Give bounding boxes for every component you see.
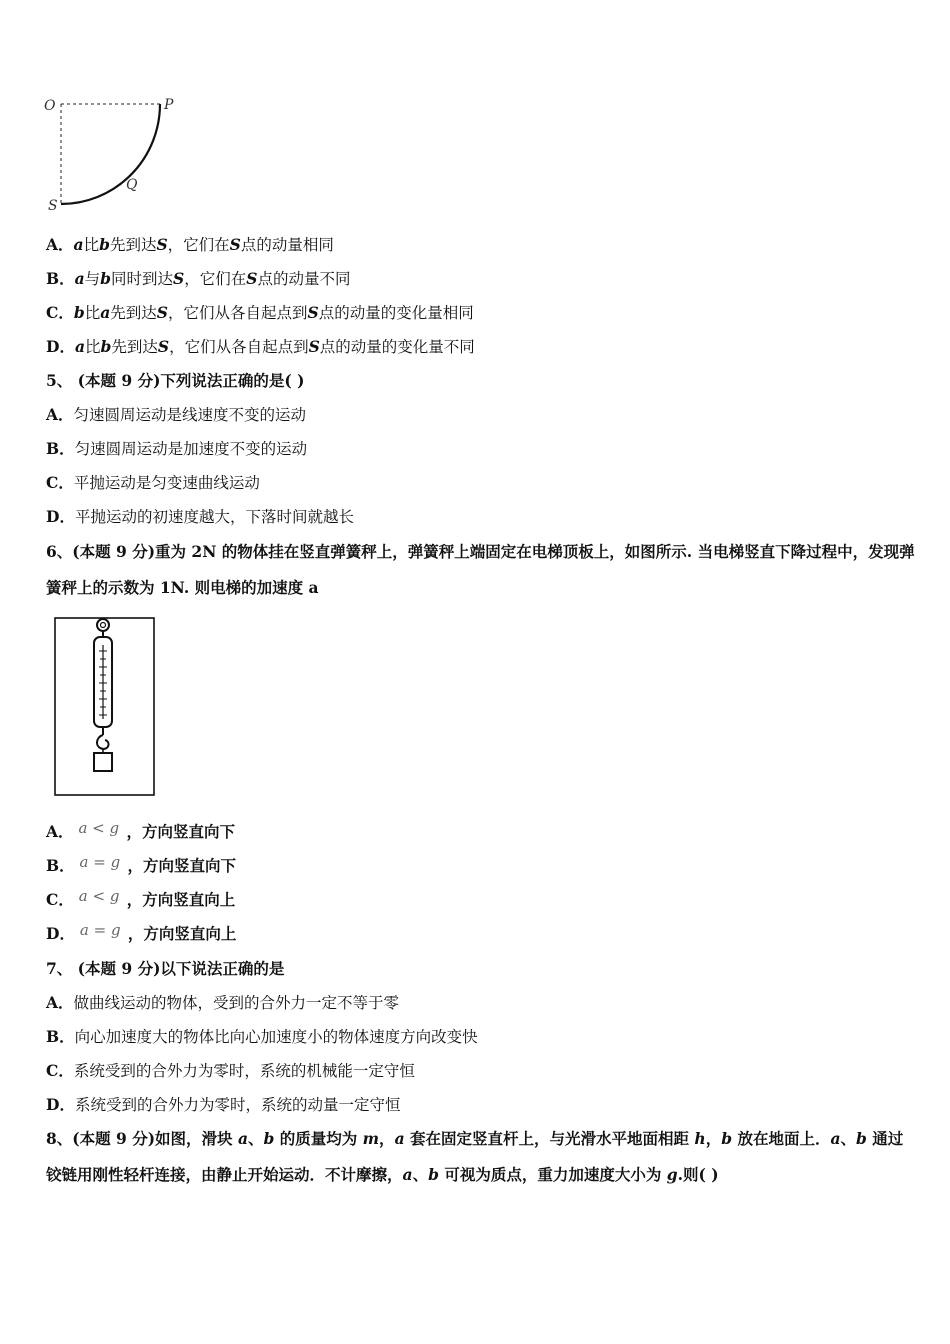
var: a xyxy=(394,1129,405,1148)
option-text: 系统受到的合外力为零时，系统的动量一定守恒 xyxy=(74,1096,401,1114)
var: m xyxy=(362,1129,380,1148)
option-label: A． xyxy=(46,993,74,1012)
var: b xyxy=(100,269,112,288)
option-label: A． xyxy=(46,405,74,424)
option-label: D． xyxy=(46,507,75,526)
q5-option-a xyxy=(46,405,306,425)
option-text: 平抛运动是匀变速曲线运动 xyxy=(73,474,260,492)
var: a xyxy=(74,269,85,288)
text: 、 xyxy=(247,1129,264,1148)
q8-stem xyxy=(46,1121,916,1193)
text: 8、(本题 9 分)如图，滑块 xyxy=(46,1129,238,1148)
math-expression: a < g xyxy=(78,887,120,905)
var: a xyxy=(73,235,84,254)
math-expression: a < g xyxy=(78,819,120,837)
option-label: D． xyxy=(46,337,75,356)
var: b xyxy=(721,1129,733,1148)
option-label: D． xyxy=(46,924,75,943)
top-ring-inner xyxy=(101,623,106,628)
text: 点的动量相同 xyxy=(240,236,334,254)
q7-option-d xyxy=(46,1095,400,1115)
label-s: S xyxy=(48,198,58,214)
var: a xyxy=(402,1165,413,1184)
top-ring xyxy=(97,619,109,631)
q6-option-d xyxy=(46,921,237,944)
var: S xyxy=(229,235,241,254)
var: b xyxy=(263,1129,275,1148)
text: 的质量均为 xyxy=(274,1129,363,1148)
q7-stem: 7、 (本题 9 分)以下说法正确的是 xyxy=(46,959,285,978)
text: 通过铰链用刚性轻杆连接，由静止开始运动．不计摩擦， xyxy=(46,1129,904,1184)
weight-block xyxy=(94,753,112,771)
text: 套在固定竖直杆上，与光滑水平地面相距 xyxy=(404,1129,695,1148)
var: S xyxy=(308,337,320,356)
text: ，它们从各自起点到 xyxy=(167,304,308,322)
option-label: B． xyxy=(46,856,75,875)
text: 先到达 xyxy=(110,304,157,322)
var: a xyxy=(237,1129,248,1148)
text: ，它们从各自起点到 xyxy=(169,338,309,356)
text: 放在地面上． xyxy=(732,1129,831,1148)
q6-stem: 6、(本题 9 分)重为 2N 的物体挂在竖直弹簧秤上，弹簧秤上端固定在电梯顶板上，如图所示. 当电梯竖直下降过程中，发现弹簧秤上的示数为 1N. 则电梯的加速度 a xyxy=(46,542,915,597)
text: ， xyxy=(705,1129,722,1148)
q5-stem: 5、 (本题 9 分)下列说法正确的是( ) xyxy=(46,371,305,390)
text: 可视为质点，重力加速度大小为 xyxy=(438,1165,667,1184)
option-label: B． xyxy=(46,269,75,288)
var: b xyxy=(100,337,112,356)
text: 点的动量不同 xyxy=(257,270,351,288)
var: S xyxy=(156,235,168,254)
label-q: Q xyxy=(126,177,138,193)
q6-option-b xyxy=(46,853,237,876)
var: b xyxy=(73,303,85,322)
q4-option-d xyxy=(46,337,475,357)
math-expression: a = g xyxy=(79,921,121,939)
option-text: ，方向竖直向上 xyxy=(126,890,236,909)
option-text: 系统受到的合外力为零时，系统的机械能一定守恒 xyxy=(73,1062,415,1080)
option-text: ，方向竖直向下 xyxy=(126,822,235,841)
option-label: B． xyxy=(46,439,75,458)
text: 点的动量的变化量不同 xyxy=(319,338,475,356)
option-text: ，方向竖直向上 xyxy=(127,924,237,943)
option-label: C． xyxy=(46,473,74,492)
var: S xyxy=(246,269,258,288)
var: g xyxy=(666,1165,678,1184)
var: S xyxy=(157,337,170,356)
var: S xyxy=(173,269,185,288)
option-text: 向心加速度大的物体比向心加速度小的物体速度方向改变快 xyxy=(74,1028,478,1046)
quarter-circle-figure xyxy=(40,92,190,222)
option-label: A． xyxy=(46,822,74,841)
text: 点的动量的变化量相同 xyxy=(318,304,474,322)
text: ，它们在 xyxy=(167,236,230,254)
q5-option-c xyxy=(46,473,260,493)
text: 、 xyxy=(840,1129,857,1148)
q7-option-a xyxy=(46,993,399,1013)
var: h xyxy=(694,1129,706,1148)
q7-option-b xyxy=(46,1027,478,1047)
q6-option-a xyxy=(46,819,235,842)
option-label: C． xyxy=(46,303,74,322)
spring-scale-figure xyxy=(52,615,158,799)
text: ， xyxy=(379,1129,395,1148)
text: 、 xyxy=(412,1165,429,1184)
q4-option-b xyxy=(46,269,350,289)
var: S xyxy=(307,303,319,322)
q5-option-d xyxy=(46,507,354,527)
option-label: A． xyxy=(46,235,74,254)
math-expression: a = g xyxy=(79,853,121,871)
text: 同时到达 xyxy=(111,270,174,288)
option-label: C． xyxy=(46,1061,74,1080)
q6-option-c xyxy=(46,887,236,910)
option-text: 平抛运动的初速度越大，下落时间就越长 xyxy=(74,508,354,526)
label-p: P xyxy=(164,97,174,113)
option-label: C． xyxy=(46,890,74,909)
var: S xyxy=(156,303,168,322)
text: 先到达 xyxy=(111,338,158,356)
text: 先到达 xyxy=(109,236,157,254)
text: 比 xyxy=(83,236,100,254)
var: a xyxy=(74,337,85,356)
q7-option-c xyxy=(46,1061,415,1081)
var: b xyxy=(428,1165,439,1184)
option-text: ，方向竖直向下 xyxy=(127,856,237,875)
q4-option-a xyxy=(46,235,334,255)
var: a xyxy=(830,1129,841,1148)
var: a xyxy=(100,303,111,322)
q5-option-b xyxy=(46,439,307,459)
label-o: O xyxy=(44,98,56,114)
text: .则( ) xyxy=(677,1165,719,1184)
option-text: 匀速圆周运动是线速度不变的运动 xyxy=(73,406,307,424)
hook xyxy=(97,735,109,749)
text: ，它们在 xyxy=(184,270,247,288)
option-label: D． xyxy=(46,1095,75,1114)
option-text: 匀速圆周运动是加速度不变的运动 xyxy=(74,440,308,458)
var: b xyxy=(99,235,110,254)
arc-ps xyxy=(61,104,160,204)
option-text: 做曲线运动的物体，受到的合外力一定不等于零 xyxy=(73,994,400,1012)
option-label: B． xyxy=(46,1027,75,1046)
text: 比 xyxy=(85,338,101,356)
text: 比 xyxy=(84,304,101,322)
q4-option-c xyxy=(46,303,474,323)
text: 与 xyxy=(84,270,101,288)
var: b xyxy=(856,1129,867,1148)
